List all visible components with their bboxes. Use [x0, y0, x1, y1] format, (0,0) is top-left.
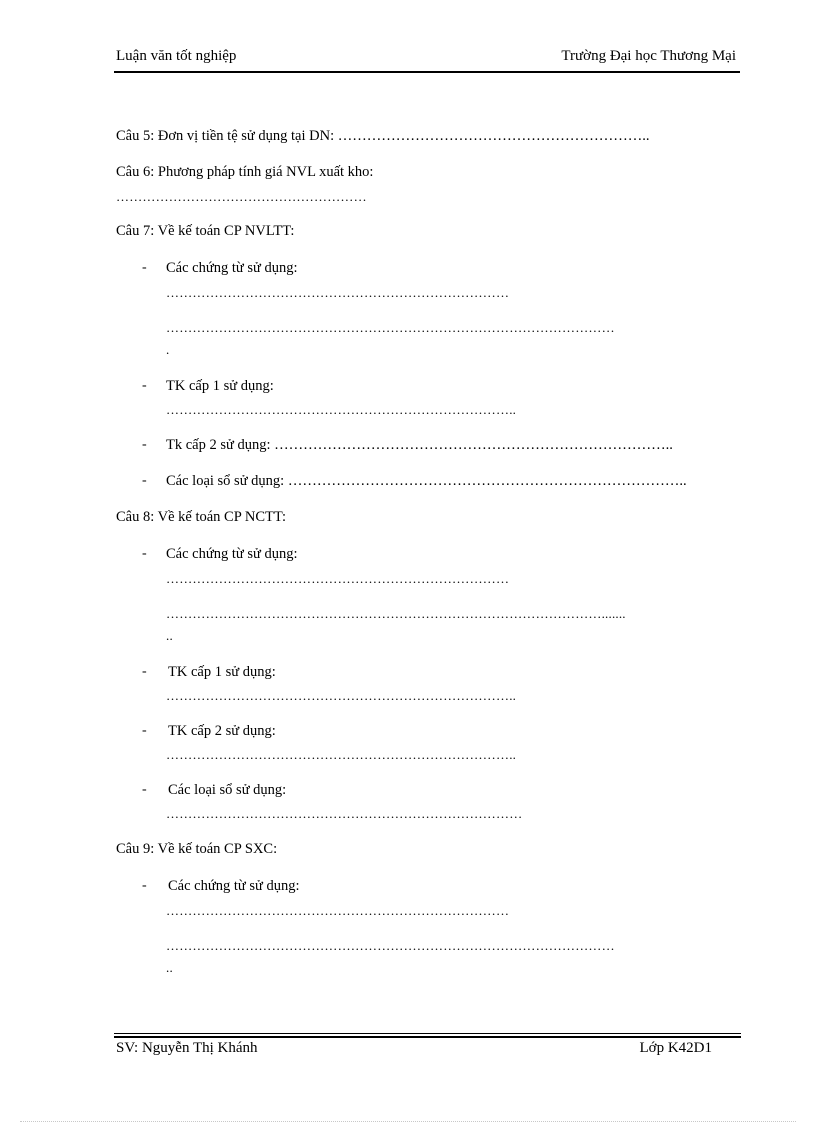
- question-6-answer-dots: …………………………………………………: [116, 189, 367, 204]
- q7-documents-dots-2: …………………………………………………………………………………………: [166, 320, 615, 335]
- q7-documents-label: Các chứng từ sử dụng:: [166, 260, 298, 276]
- q9-documents-dots-1: ……………………………………………………………………: [166, 903, 510, 918]
- footer-class-code: Lớp K42D1: [639, 1040, 712, 1056]
- q8-documents-dots-2: ……………………………………………………………………………………….......: [166, 606, 626, 621]
- list-dash: -: [142, 260, 147, 275]
- q8-ledgers-dots: ………………………………………………………………………: [166, 806, 523, 821]
- header-left-text: Luận văn tốt nghiệp: [116, 48, 237, 64]
- header-right-text: Trường Đại học Thương Mại: [561, 48, 736, 64]
- q8-documents-label: Các chứng từ sử dụng:: [166, 546, 298, 562]
- list-dash: -: [142, 437, 147, 452]
- list-dash: -: [142, 723, 147, 738]
- question-7-title: Câu 7: Về kế toán CP NVLTT:: [116, 223, 295, 239]
- footer-rule-thin: [114, 1033, 741, 1034]
- q8-account-level1-dots: ……………………………………………………………………..: [166, 688, 517, 703]
- list-dash: -: [142, 378, 147, 393]
- list-dash: -: [142, 546, 147, 561]
- list-dash: -: [142, 878, 147, 893]
- q7-documents-dots-1: ……………………………………………………………………: [166, 285, 510, 300]
- q7-account-level2-line: Tk cấp 2 sử dụng: ………………………………………………………………………..: [166, 437, 673, 453]
- question-6: Câu 6: Phương pháp tính giá NVL xuất kho:: [116, 164, 374, 180]
- question-5: Câu 5: Đơn vị tiền tệ sử dụng tại DN: ………………………………………………………..: [116, 128, 650, 144]
- page-header: [116, 48, 740, 70]
- list-dash: -: [142, 782, 147, 797]
- footer-student-name: SV: Nguyễn Thị Khánh: [116, 1040, 258, 1056]
- q8-account-level1-label: TK cấp 1 sử dụng:: [168, 664, 276, 680]
- question-9-title: Câu 9: Về kế toán CP SXC:: [116, 841, 278, 857]
- page-bottom-border: [20, 1121, 796, 1122]
- footer-rule-thick: [114, 1036, 741, 1038]
- q9-documents-dots-tail: ..: [166, 960, 173, 975]
- question-8-title: Câu 8: Về kế toán CP NCTT:: [116, 509, 287, 525]
- list-dash: -: [142, 473, 147, 488]
- q7-account-level1-dots: ……………………………………………………………………..: [166, 402, 517, 417]
- q7-ledgers-line: Các loại sổ sử dụng: ………………………………………………………………………..: [166, 473, 687, 489]
- q8-account-level2-dots: ……………………………………………………………………..: [166, 747, 517, 762]
- q8-account-level2-label: TK cấp 2 sử dụng:: [168, 723, 276, 739]
- q8-ledgers-label: Các loại sổ sử dụng:: [168, 782, 287, 798]
- q8-documents-dots-tail: ..: [166, 628, 173, 643]
- q8-documents-dots-1: ……………………………………………………………………: [166, 571, 510, 586]
- list-dash: -: [142, 664, 147, 679]
- q9-documents-label: Các chứng từ sử dụng:: [168, 878, 300, 894]
- q9-documents-dots-2: …………………………………………………………………………………………: [166, 938, 615, 953]
- header-rule: [114, 71, 740, 73]
- q7-documents-dots-tail: .: [166, 342, 170, 357]
- q7-account-level1-label: TK cấp 1 sử dụng:: [166, 378, 274, 394]
